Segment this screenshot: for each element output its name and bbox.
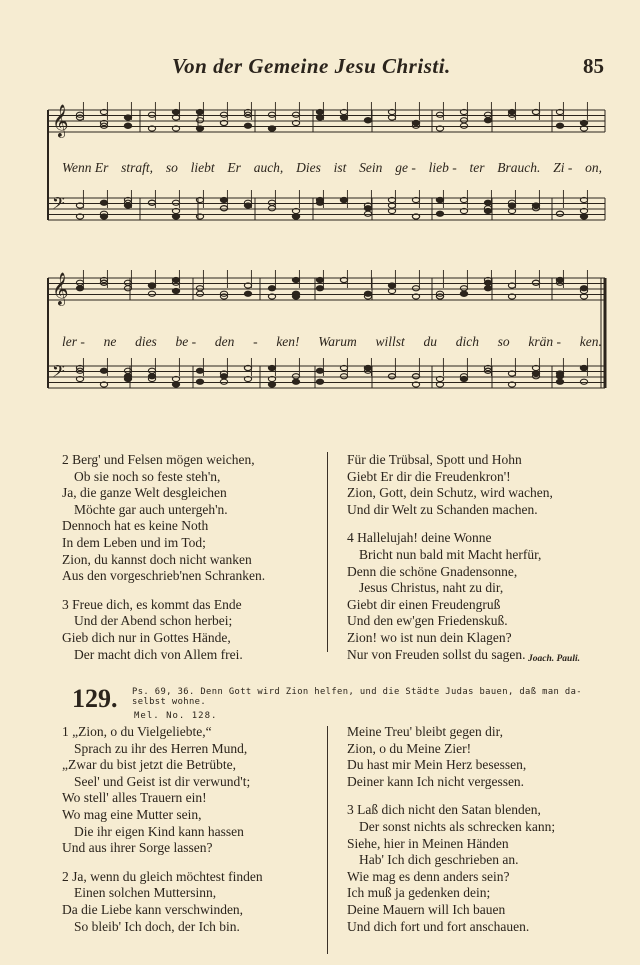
hymn-author: Joach. Pauli.	[528, 654, 580, 664]
note-head	[196, 368, 203, 373]
note-head	[268, 200, 275, 205]
note-head	[316, 197, 323, 202]
treble-clef: 𝄞	[52, 104, 69, 137]
note-head	[196, 286, 203, 291]
note-head	[316, 379, 323, 384]
verse-line: Seel' und Geist ist dir verwund't;	[74, 773, 251, 789]
lyric-syllable: krän -	[528, 334, 562, 349]
verse-line: In dem Leben und im Tod;	[62, 534, 206, 550]
note-head	[124, 280, 131, 285]
note-head	[172, 382, 179, 387]
verse-line: Ja, die ganze Welt desgleichen	[62, 485, 227, 501]
note-head	[124, 115, 131, 120]
note-head	[172, 277, 179, 282]
note-head	[268, 382, 275, 387]
note-head	[580, 120, 587, 125]
note-head	[196, 109, 203, 114]
note-head	[436, 112, 443, 117]
note-head	[460, 376, 467, 381]
note-head	[556, 211, 563, 216]
lyric-syllable: du	[423, 334, 437, 349]
verse-line: Möchte gar auch untergeh'n.	[74, 501, 228, 517]
note-head	[292, 291, 299, 296]
note-head	[556, 371, 563, 376]
verse-line: 3 Laß dich nicht den Satan blenden,	[347, 802, 541, 818]
note-head	[220, 197, 227, 202]
lyric-syllable: Sein	[359, 160, 383, 175]
lyric-syllable: straft,	[121, 160, 154, 175]
note-head	[244, 123, 251, 128]
note-head	[124, 203, 131, 208]
lyric-syllable: ken!	[276, 334, 300, 349]
verse-line: Ich muß ja gedenken dein;	[347, 885, 491, 901]
lyric-syllable: ge -	[395, 160, 416, 175]
lyric-syllable: Wenn Er	[62, 160, 109, 175]
verse-line: Zion, Gott, dein Schutz, wird wachen,	[347, 485, 553, 501]
hymn128-right-column	[347, 452, 553, 663]
verse-line: Wie mag es denn anders sein?	[347, 868, 510, 884]
note-head	[484, 112, 491, 117]
verse-line: Zion! wo ist nun dein Klagen?	[347, 629, 512, 645]
lyric-syllable: Er	[227, 160, 241, 175]
note-head	[124, 368, 131, 373]
note-head	[196, 126, 203, 131]
note-head	[292, 379, 299, 384]
note-head	[292, 112, 299, 117]
page-header	[0, 54, 640, 88]
hymn128-left-column	[62, 452, 265, 663]
note-head	[412, 286, 419, 291]
note-head	[316, 286, 323, 291]
lyric-syllable: auch,	[253, 160, 284, 175]
note-head	[220, 112, 227, 117]
lyric-syllable: ist	[333, 160, 347, 175]
note-head	[340, 115, 347, 120]
verse-line: Und den ew'gen Friedenskuß.	[347, 613, 508, 629]
note-head	[532, 280, 539, 285]
note-head	[484, 208, 491, 213]
note-head	[388, 283, 395, 288]
hymn129-right-column	[347, 724, 555, 935]
lyric-syllable: Zi -	[553, 160, 573, 175]
lyric-syllable: dich	[455, 334, 479, 349]
verse-line: Dennoch hat es keine Noth	[62, 518, 209, 534]
note-head	[364, 206, 371, 211]
verse-line: Bricht nun bald mit Macht herfür,	[359, 546, 542, 562]
verse-line: Der macht dich von Allem frei.	[74, 646, 243, 662]
note-head	[196, 379, 203, 384]
verse-line: Und aus ihrer Sorge lassen?	[62, 840, 213, 856]
note-head	[172, 288, 179, 293]
lyric-syllable: ter	[469, 160, 485, 175]
lyric-syllable: dies	[135, 334, 157, 349]
note-head	[268, 286, 275, 291]
note-head	[340, 374, 347, 379]
lyrics-line-2	[62, 334, 602, 350]
note-head	[172, 214, 179, 219]
lyric-syllable: so	[165, 160, 178, 175]
note-head	[436, 211, 443, 216]
verse-line: Für die Trübsal, Spott und Hohn	[347, 452, 522, 467]
lyric-syllable: Warum	[318, 334, 357, 349]
note-head	[412, 374, 419, 379]
verse-line: Giebt dir einen Freudengruß	[347, 596, 501, 612]
note-head	[148, 291, 155, 296]
note-head	[460, 286, 467, 291]
note-head	[268, 112, 275, 117]
verse-line: Du hast mir Mein Herz besessen,	[347, 757, 527, 773]
note-head	[268, 365, 275, 370]
note-head	[316, 109, 323, 114]
note-head	[484, 200, 491, 205]
note-head	[148, 112, 155, 117]
note-head	[556, 123, 563, 128]
verse-line: Jesus Christus, naht zu dir,	[359, 580, 504, 596]
note-head	[364, 211, 371, 216]
verse-line: Ob sie noch so feste steh'n,	[74, 468, 221, 484]
verse-line: 4 Hallelujah! deine Wonne	[347, 530, 492, 546]
note-head	[100, 200, 107, 205]
note-head	[220, 379, 227, 384]
verse-line: Die ihr eigen Kind kann hassen	[74, 823, 244, 839]
lyric-syllable: Dies	[296, 160, 321, 175]
verse-line: Der sonst nichts als schrecken kann;	[359, 818, 556, 834]
note-head	[580, 379, 587, 384]
note-head	[196, 118, 203, 123]
note-head	[580, 214, 587, 219]
hymn129-left-column	[62, 724, 263, 935]
scripture-line-1: Ps. 69, 36. Denn Gott wird Zion helfen, und die Städte Judas bauen, daß man da-	[132, 687, 582, 697]
note-head	[316, 115, 323, 120]
stanza-gap	[347, 518, 553, 530]
verse-line: So bleib' Ich doch, der Ich bin.	[74, 918, 240, 934]
verse-line: „Zwar du bist jetzt die Betrübte,	[62, 757, 236, 773]
note-head	[364, 365, 371, 370]
running-title: Von der Gemeine Jesu Christi.	[172, 54, 451, 78]
note-head	[388, 374, 395, 379]
lyric-syllable: ler -	[62, 334, 85, 349]
verse-line: Hab' Ich dich geschrieben an.	[359, 852, 519, 868]
note-head	[316, 368, 323, 373]
verse-line: Zion, o du Meine Zier!	[347, 740, 472, 756]
note-head	[292, 374, 299, 379]
note-head	[268, 206, 275, 211]
verse-line: Und der Abend schon herbei;	[74, 613, 233, 629]
note-head	[484, 286, 491, 291]
verse-line: 1 „Zion, o du Vielgeliebte,“	[62, 724, 212, 739]
verse-line: Deiner kann Ich nicht vergessen.	[347, 773, 525, 789]
verse-line: 2 Berg' und Felsen mögen weichen,	[62, 452, 255, 467]
verse-line: Aus den vorgeschrieb'nen Schranken.	[62, 568, 266, 584]
verse-line: Wo mag eine Mutter sein,	[62, 806, 202, 822]
verse-line: Und dir Welt zu Schanden machen.	[347, 501, 538, 517]
note-head	[292, 277, 299, 282]
note-head	[148, 368, 155, 373]
verse-line: Zion, du kannst doch nicht wanken	[62, 551, 252, 567]
note-head	[172, 200, 179, 205]
verse-line: 2 Ja, wenn du gleich möchtest finden	[62, 868, 263, 884]
note-head	[172, 109, 179, 114]
note-head	[508, 203, 515, 208]
note-head	[556, 379, 563, 384]
bass-clef: 𝄢	[52, 361, 65, 385]
verse-line: 3 Freue dich, es kommt das Ende	[62, 596, 242, 612]
stanza-gap	[62, 857, 263, 869]
verse-line: Siehe, hier in Meinen Händen	[347, 835, 509, 851]
lyric-syllable: Brauch.	[497, 160, 541, 175]
verse-line: Und dich fort und fort anschauen.	[347, 918, 530, 934]
stanza-gap	[62, 585, 265, 597]
note-head	[196, 291, 203, 296]
note-head	[220, 206, 227, 211]
note-head	[76, 286, 83, 291]
note-head	[484, 118, 491, 123]
verse-line: Gieb dich nur in Gottes Hände,	[62, 629, 231, 645]
note-head	[148, 283, 155, 288]
page-number: 85	[583, 54, 604, 78]
verse-line: Deine Mauern will Ich bauen	[347, 901, 506, 917]
stanza-gap	[347, 790, 555, 802]
column-divider-2	[327, 726, 328, 954]
note-head	[556, 277, 563, 282]
lyric-syllable: den	[214, 334, 235, 349]
lyric-syllable: liebt	[190, 160, 215, 175]
lyrics-line-1	[62, 160, 602, 176]
bass-clef: 𝄢	[52, 193, 65, 217]
lyric-syllable: ne	[103, 334, 117, 349]
lyric-syllable: so	[497, 334, 510, 349]
lyric-syllable: be -	[175, 334, 197, 349]
verse-line: Da die Liebe kann verschwinden,	[62, 901, 244, 917]
note-head	[292, 214, 299, 219]
lyric-syllable: lieb -	[428, 160, 457, 175]
melody-reference: Mel. No. 128.	[134, 711, 218, 721]
lyric-syllable: -	[253, 334, 258, 349]
note-head	[124, 374, 131, 379]
verse-line: Giebt Er dir die Freudenkron'!	[347, 468, 511, 484]
scripture-line-2: selbst wohne.	[132, 697, 207, 707]
hymn-number: 129.	[72, 684, 118, 713]
note-head	[76, 280, 83, 285]
lyric-syllable: on,	[585, 160, 602, 175]
verse-line: Sprach zu ihr des Herren Mund,	[74, 740, 248, 756]
note-head	[244, 291, 251, 296]
note-head	[460, 123, 467, 128]
note-head	[148, 200, 155, 205]
verse-line: Einen solchen Muttersinn,	[74, 885, 217, 901]
note-head	[460, 118, 467, 123]
treble-clef: 𝄞	[52, 272, 69, 305]
verse-line: Wo stell' alles Trauern ein!	[62, 790, 207, 806]
note-head	[460, 291, 467, 296]
verse-line: Nur von Freuden sollst du sagen.	[347, 646, 526, 662]
note-head	[316, 277, 323, 282]
verse-line: Meine Treu' bleibt gegen dir,	[347, 724, 503, 739]
column-divider	[327, 452, 328, 652]
lyric-syllable: willst	[375, 334, 405, 349]
verse-line: Denn die schöne Gnadensonne,	[347, 563, 518, 579]
lyric-syllable: ken.	[579, 334, 602, 349]
scripture-reference	[132, 687, 612, 707]
note-head	[100, 368, 107, 373]
note-head	[124, 286, 131, 291]
